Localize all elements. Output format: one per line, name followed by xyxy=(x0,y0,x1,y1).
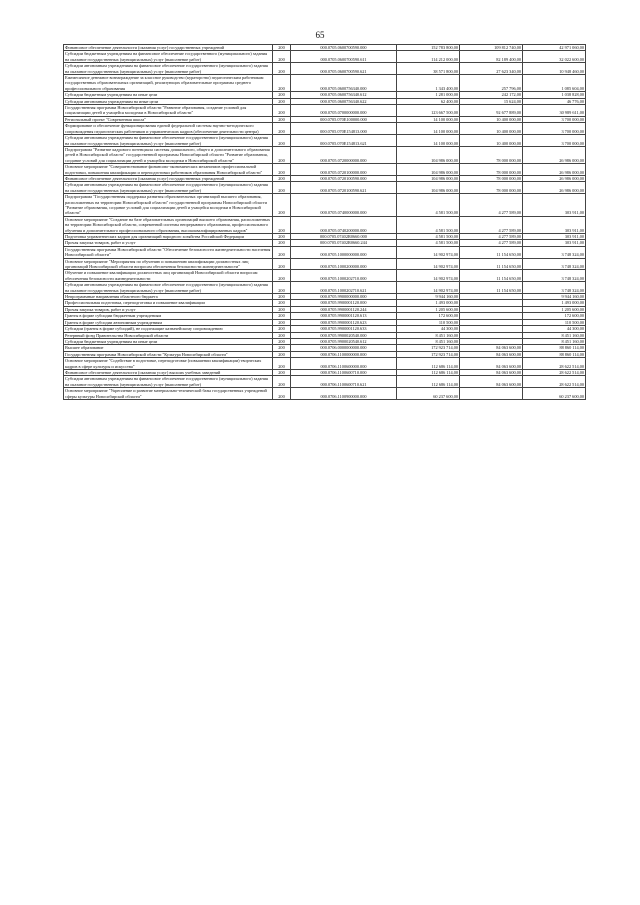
row-code-cell: 200 xyxy=(273,92,291,98)
row-name-cell: Прочая закупка товаров, работ и услуг xyxy=(64,306,273,312)
row-name-cell: Резервный фонд Правительства Новосибирской области xyxy=(64,332,273,338)
row-name-cell: Основное мероприятие "Создание на базе образовательных организаций высшего образования, расположенных на территории Новосибирской области, современной системы непрерывного образования, профессионального обучения и дополнительного профессионального образования, высококвалифицированных кадров" xyxy=(64,216,273,233)
row-unexecuted-amount-cell: 303 911,00 xyxy=(523,216,586,233)
row-code-cell: 200 xyxy=(273,146,291,163)
row-unexecuted-amount-cell: 26 986 000,00 xyxy=(523,146,586,163)
row-name-cell: Основное мероприятие "Укрепление и развитие материально-технической базы государственных учреждений сферы культуры Новосибирской области" xyxy=(64,388,273,400)
row-code-cell: 200 xyxy=(273,376,291,388)
row-executed-amount-cell: 4 277 589,00 xyxy=(460,240,523,246)
row-executed-amount-cell: 78 000 000,00 xyxy=(460,175,523,181)
row-code-cell: 200 xyxy=(273,258,291,270)
row-budget-code-cell: 000.0705.1000202710.621 xyxy=(291,282,397,294)
row-code-cell: 200 xyxy=(273,313,291,319)
row-code-cell: 200 xyxy=(273,116,291,122)
row-code-cell: 200 xyxy=(273,345,291,351)
table-row xyxy=(64,51,586,63)
table-row xyxy=(64,369,586,375)
row-budget-code-cell: 000.0705.0720000000.000 xyxy=(291,146,397,163)
table-row xyxy=(64,234,586,240)
row-executed-amount-cell: 242 172,00 xyxy=(460,92,523,98)
table-row xyxy=(64,123,586,135)
row-executed-amount-cell: 11 154 650,00 xyxy=(460,282,523,294)
row-name-cell: Субсидии бюджетным учреждениям на иные цели xyxy=(64,92,273,98)
row-executed-amount-cell: 15 624,00 xyxy=(460,98,523,104)
table-row xyxy=(64,246,586,258)
table-row xyxy=(64,358,586,370)
row-approved-amount-cell: 8 451 160,00 xyxy=(397,332,460,338)
row-budget-code-cell: 000.0706.1100600710.000 xyxy=(291,369,397,375)
row-approved-amount-cell: 14 100 000,00 xyxy=(397,116,460,122)
row-approved-amount-cell: 9 944 160,00 xyxy=(397,294,460,300)
row-approved-amount-cell: 110 500,00 xyxy=(397,319,460,325)
row-unexecuted-amount-cell: 60 237 600,00 xyxy=(523,388,586,400)
row-approved-amount-cell: 1 493 000,00 xyxy=(397,300,460,306)
row-budget-code-cell: 000.0705.0600700590.000 xyxy=(291,45,397,51)
row-executed-amount-cell: 92 677 889,00 xyxy=(460,105,523,117)
row-unexecuted-amount-cell: 44 300,00 xyxy=(523,326,586,332)
row-name-cell: Подпрограмма "Государственная поддержка развития образовательных организаций высшего образования, расположенных на территории Новосибирской области" государственной программы Новосибирской области "Развитие образования, создание условий для социализации детей и учащейся молодежи в Новосибирской области" xyxy=(64,194,273,217)
row-approved-amount-cell: 172 923 714,00 xyxy=(397,351,460,357)
row-code-cell: 200 xyxy=(273,332,291,338)
row-approved-amount-cell: 104 986 000,00 xyxy=(397,182,460,194)
row-budget-code-cell: 000.0706.1100600000.000 xyxy=(291,358,397,370)
row-approved-amount-cell: 4 581 500,00 xyxy=(397,240,460,246)
row-executed-amount-cell: 4 277 589,00 xyxy=(460,234,523,240)
row-budget-code-cell: 000.0705.9900001120.623 xyxy=(291,319,397,325)
row-budget-code-cell: 000.0705.07402R0660.000 xyxy=(291,234,397,240)
table-row xyxy=(64,92,586,98)
row-approved-amount-cell: 14 100 000,00 xyxy=(397,123,460,135)
row-budget-code-cell: 000.0705.0600756340.622 xyxy=(291,98,397,104)
row-unexecuted-amount-cell: 3 700 000,00 xyxy=(523,116,586,122)
row-budget-code-cell: 000.0706.1100600710.621 xyxy=(291,376,397,388)
row-budget-code-cell: 000.0705.1000202710.000 xyxy=(291,270,397,282)
row-budget-code-cell: 000.0705.9900001120.633 xyxy=(291,326,397,332)
row-executed-amount-cell: 10 400 000,00 xyxy=(460,135,523,147)
row-budget-code-cell: 000.0706.0000000000.000 xyxy=(291,345,397,351)
row-name-cell: Региональный проект "Современная школа" xyxy=(64,116,273,122)
row-executed-amount-cell: 78 000 000,00 xyxy=(460,182,523,194)
row-name-cell: Финансовое обеспечение деятельности (оказания услуг) высших учебных заведений xyxy=(64,369,273,375)
row-code-cell: 200 xyxy=(273,234,291,240)
row-executed-amount-cell: 82 189 400,00 xyxy=(460,51,523,63)
row-budget-code-cell: 000.0705.9900001120.000 xyxy=(291,300,397,306)
row-approved-amount-cell: 172 600,00 xyxy=(397,313,460,319)
row-name-cell: Субсидии автономным учреждениям на иные цели xyxy=(64,98,273,104)
row-name-cell: Субсидии автономным учреждениям на финансовое обеспечение государственного (муниципального) задания на оказание государственных (муниципальных) услуг (выполнение работ) xyxy=(64,182,273,194)
row-unexecuted-amount-cell: 28 622 514,00 xyxy=(523,376,586,388)
row-code-cell: 200 xyxy=(273,135,291,147)
row-unexecuted-amount-cell: 3 700 000,00 xyxy=(523,123,586,135)
row-name-cell: Финансовое обеспечение деятельности (оказания услуг) государственных учреждений xyxy=(64,175,273,181)
row-code-cell: 200 xyxy=(273,282,291,294)
row-code-cell: 200 xyxy=(273,98,291,104)
row-code-cell: 200 xyxy=(273,351,291,357)
row-name-cell: Государственная программа Новосибирской области "Обеспечение безопасности жизнедеятельности населения Новосибирской области" xyxy=(64,246,273,258)
row-name-cell: Ежемесячное денежное вознаграждение за классное руководство (кураторство) педагогическим работникам государственных образовательных организаций, реализующих образовательные программы среднего профессионального образования xyxy=(64,75,273,92)
table-row xyxy=(64,105,586,117)
row-budget-code-cell: 000.0706.1100000000.000 xyxy=(291,351,397,357)
row-budget-code-cell: 000.0705.9900020540.000 xyxy=(291,332,397,338)
table-row xyxy=(64,216,586,233)
table-row xyxy=(64,135,586,147)
row-approved-amount-cell: 44 300,00 xyxy=(397,326,460,332)
row-name-cell: Финансовое обеспечение деятельности (оказания услуг) государственных учреждений xyxy=(64,45,273,51)
row-unexecuted-amount-cell: 1 085 604,00 xyxy=(523,75,586,92)
row-name-cell: Государственная программа Новосибирской области "Развитие образования, создание условий для социализации детей и учащейся молодежи в Новосибирской области" xyxy=(64,105,273,117)
row-approved-amount-cell: 1 281 000,00 xyxy=(397,92,460,98)
row-unexecuted-amount-cell: 26 986 000,00 xyxy=(523,164,586,176)
row-code-cell: 200 xyxy=(273,326,291,332)
row-code-cell: 200 xyxy=(273,175,291,181)
row-approved-amount-cell: 1 343 400,00 xyxy=(397,75,460,92)
row-name-cell: Основное мероприятие "Совершенствование финансово-экономических механизмов профессиональной подготовки, повышения квалификации и переподготовки работников образования Новосибирской области" xyxy=(64,164,273,176)
row-approved-amount-cell: 4 581 500,00 xyxy=(397,234,460,240)
row-unexecuted-amount-cell: 110 500,00 xyxy=(523,319,586,325)
table-row xyxy=(64,182,586,194)
row-executed-amount-cell: 4 277 589,00 xyxy=(460,194,523,217)
row-name-cell: Гранты в форме субсидии автономным учреждениям xyxy=(64,319,273,325)
row-unexecuted-amount-cell: 3 700 000,00 xyxy=(523,135,586,147)
row-budget-code-cell: 000.0705.1000000000.000 xyxy=(291,246,397,258)
table-row xyxy=(64,282,586,294)
row-code-cell: 200 xyxy=(273,63,291,75)
row-approved-amount-cell: 14 902 974,00 xyxy=(397,270,460,282)
table-row xyxy=(64,376,586,388)
row-approved-amount-cell: 123 667 500,00 xyxy=(397,105,460,117)
row-executed-amount-cell: 78 000 000,00 xyxy=(460,146,523,163)
row-approved-amount-cell: 152 783 800,00 xyxy=(397,45,460,51)
row-code-cell: 200 xyxy=(273,51,291,63)
row-name-cell: Субсидии автономным учреждениям на финансовое обеспечение государственного (муниципального) задания на оказание государственных (муниципальных) услуг (выполнение работ) xyxy=(64,376,273,388)
row-budget-code-cell: 000.0705.0600756340.000 xyxy=(291,75,397,92)
row-code-cell: 200 xyxy=(273,45,291,51)
row-name-cell: Формирование и обеспечение функционирования единой федеральной системы научно-методического сопровождения педагогических работников и управленческих кадров (обеспечение деятельности центра) xyxy=(64,123,273,135)
row-approved-amount-cell: 172 923 714,00 xyxy=(397,345,460,351)
row-approved-amount-cell: 104 986 000,00 xyxy=(397,146,460,163)
row-code-cell: 200 xyxy=(273,182,291,194)
row-executed-amount-cell: 84 063 600,00 xyxy=(460,376,523,388)
row-name-cell: Обучение и повышение квалификации должностных лиц организаций Новосибирской области вопросам обеспечения безопасности жизнедеятельности xyxy=(64,270,273,282)
row-budget-code-cell: 000.0705.0700000000.000 xyxy=(291,105,397,117)
row-budget-code-cell: 000.0705.070E154813.000 xyxy=(291,123,397,135)
row-unexecuted-amount-cell: 28 622 514,00 xyxy=(523,369,586,375)
row-unexecuted-amount-cell: 88 860 114,00 xyxy=(523,345,586,351)
row-approved-amount-cell: 114 212 000,00 xyxy=(397,51,460,63)
row-name-cell: Прочая закупка товаров, работ и услуг xyxy=(64,240,273,246)
row-executed-amount-cell: 109 812 740,00 xyxy=(460,45,523,51)
row-budget-code-cell: 000.0705.0720100590.621 xyxy=(291,182,397,194)
row-budget-code-cell: 000.0706.1100900000.000 xyxy=(291,388,397,400)
row-code-cell: 200 xyxy=(273,123,291,135)
table-row xyxy=(64,75,586,92)
row-budget-code-cell: 000.0705.1000200000.000 xyxy=(291,258,397,270)
row-approved-amount-cell: 112 686 114,00 xyxy=(397,369,460,375)
row-unexecuted-amount-cell: 303 911,00 xyxy=(523,240,586,246)
row-budget-code-cell: 000.0705.070E100000.000 xyxy=(291,116,397,122)
row-unexecuted-amount-cell: 172 600,00 xyxy=(523,313,586,319)
row-executed-amount-cell: 257 796,00 xyxy=(460,75,523,92)
row-executed-amount-cell: 4 277 589,00 xyxy=(460,216,523,233)
row-name-cell: Субсидии (гранты в форме субсидий), не подлежащие казначейскому сопровождению xyxy=(64,326,273,332)
row-executed-amount-cell xyxy=(460,388,523,400)
row-unexecuted-amount-cell: 1 205 600,00 xyxy=(523,306,586,312)
row-name-cell: Высшее образование xyxy=(64,345,273,351)
row-unexecuted-amount-cell: 32 022 600,00 xyxy=(523,51,586,63)
row-unexecuted-amount-cell: 303 911,00 xyxy=(523,234,586,240)
row-unexecuted-amount-cell: 28 622 514,00 xyxy=(523,358,586,370)
row-unexecuted-amount-cell: 1 493 000,00 xyxy=(523,300,586,306)
row-code-cell: 200 xyxy=(273,75,291,92)
row-budget-code-cell: 000.0705.0600700590.621 xyxy=(291,63,397,75)
row-approved-amount-cell: 104 986 000,00 xyxy=(397,175,460,181)
row-unexecuted-amount-cell: 26 986 000,00 xyxy=(523,175,586,181)
row-approved-amount-cell: 62 400,00 xyxy=(397,98,460,104)
table-row xyxy=(64,116,586,122)
budget-table-body xyxy=(64,45,586,400)
row-approved-amount-cell: 1 205 600,00 xyxy=(397,306,460,312)
row-unexecuted-amount-cell: 42 971 060,00 xyxy=(523,45,586,51)
row-code-cell: 200 xyxy=(273,319,291,325)
row-budget-code-cell: 000.0705.0740200000.000 xyxy=(291,216,397,233)
row-budget-code-cell: 000.0705.07402R0660.244 xyxy=(291,240,397,246)
table-row xyxy=(64,175,586,181)
row-code-cell: 200 xyxy=(273,240,291,246)
row-approved-amount-cell: 104 986 000,00 xyxy=(397,164,460,176)
row-unexecuted-amount-cell: 3 748 324,00 xyxy=(523,258,586,270)
row-executed-amount-cell: 10 400 000,00 xyxy=(460,116,523,122)
row-approved-amount-cell: 38 571 800,00 xyxy=(397,63,460,75)
row-name-cell: Субсидии автономным учреждениям на финансовое обеспечение государственного (муниципального) задания на оказание государственных (муниципальных) услуг (выполнение работ) xyxy=(64,282,273,294)
row-executed-amount-cell: 84 063 600,00 xyxy=(460,369,523,375)
row-executed-amount-cell: 11 154 650,00 xyxy=(460,270,523,282)
row-unexecuted-amount-cell: 88 860 114,00 xyxy=(523,351,586,357)
budget-table xyxy=(63,44,586,400)
row-unexecuted-amount-cell: 303 911,00 xyxy=(523,194,586,217)
table-row xyxy=(64,270,586,282)
row-executed-amount-cell: 84 063 600,00 xyxy=(460,351,523,357)
table-row xyxy=(64,388,586,400)
row-executed-amount-cell: 84 063 600,00 xyxy=(460,358,523,370)
row-name-cell: Непрограммные направления областного бюджета xyxy=(64,294,273,300)
row-approved-amount-cell: 14 100 000,00 xyxy=(397,135,460,147)
row-unexecuted-amount-cell: 3 748 324,00 xyxy=(523,270,586,282)
row-code-cell: 200 xyxy=(273,216,291,233)
row-budget-code-cell: 000.0705.0600700590.611 xyxy=(291,51,397,63)
row-budget-code-cell: 000.0705.0740000000.000 xyxy=(291,194,397,217)
row-budget-code-cell: 000.0705.0600756340.612 xyxy=(291,92,397,98)
table-row xyxy=(64,146,586,163)
row-approved-amount-cell: 14 902 974,00 xyxy=(397,282,460,294)
row-name-cell: Подготовка управленческих кадров для организаций народного хозяйства Российской Федерации xyxy=(64,234,273,240)
table-row xyxy=(64,351,586,357)
row-budget-code-cell: 000.0705.070E154813.621 xyxy=(291,135,397,147)
row-name-cell: Субсидии автономным учреждениям на финансовое обеспечение государственного (муниципального) задания на оказание государственных (муниципальных) услуг (выполнение работ) xyxy=(64,63,273,75)
row-code-cell: 200 xyxy=(273,369,291,375)
row-name-cell: Субсидии бюджетным учреждениям на иные цели xyxy=(64,338,273,344)
row-unexecuted-amount-cell: 10 948 460,00 xyxy=(523,63,586,75)
row-code-cell: 200 xyxy=(273,164,291,176)
row-name-cell: Основное мероприятие "Содействие в подготовке, переподготовке (повышении квалификации) творческих кадров в сфере культуры и искусства" xyxy=(64,358,273,370)
row-executed-amount-cell: 11 154 650,00 xyxy=(460,258,523,270)
row-code-cell: 200 xyxy=(273,388,291,400)
row-code-cell: 200 xyxy=(273,105,291,117)
row-unexecuted-amount-cell: 8 451 160,00 xyxy=(523,332,586,338)
row-approved-amount-cell: 14 902 974,00 xyxy=(397,258,460,270)
row-code-cell: 200 xyxy=(273,306,291,312)
row-code-cell: 200 xyxy=(273,294,291,300)
row-name-cell: Основное мероприятие "Мероприятия по обучению и повышению квалификации должностных лиц организаций Новосибирской области вопросам обеспечения безопасности жизнедеятельности" xyxy=(64,258,273,270)
row-name-cell: Профессиональная подготовка, переподготовка и повышение квалификации xyxy=(64,300,273,306)
row-executed-amount-cell: 84 063 600,00 xyxy=(460,345,523,351)
row-approved-amount-cell: 60 237 600,00 xyxy=(397,388,460,400)
row-unexecuted-amount-cell: 26 986 000,00 xyxy=(523,182,586,194)
row-approved-amount-cell: 112 686 114,00 xyxy=(397,376,460,388)
table-row xyxy=(64,258,586,270)
row-code-cell: 200 xyxy=(273,246,291,258)
row-code-cell: 200 xyxy=(273,358,291,370)
row-approved-amount-cell: 14 902 974,00 xyxy=(397,246,460,258)
row-unexecuted-amount-cell: 3 748 324,00 xyxy=(523,282,586,294)
row-code-cell: 200 xyxy=(273,270,291,282)
row-unexecuted-amount-cell: 46 776,00 xyxy=(523,98,586,104)
row-unexecuted-amount-cell: 30 989 611,00 xyxy=(523,105,586,117)
row-budget-code-cell: 000.0705.9900020540.612 xyxy=(291,338,397,344)
row-budget-code-cell: 000.0705.0720100590.000 xyxy=(291,175,397,181)
row-approved-amount-cell: 112 686 114,00 xyxy=(397,358,460,370)
row-budget-code-cell: 000.0705.9900001120.613 xyxy=(291,313,397,319)
row-name-cell: Подпрограмма "Развитие кадрового потенциала системы дошкольного, общего и дополнительного образования детей в Новосибирской области" государственной программы Новосибирской области "Развитие образования, создание условий для социализации детей и учащейся молодежи в Новосибирской области" xyxy=(64,146,273,163)
page-number: 65 xyxy=(315,30,325,40)
row-approved-amount-cell: 8 451 160,00 xyxy=(397,338,460,344)
row-budget-code-cell: 000.0705.9900000000.000 xyxy=(291,294,397,300)
row-budget-code-cell: 000.0705.9900001120.244 xyxy=(291,306,397,312)
row-name-cell: Гранты в форме субсидии бюджетным учреждениям xyxy=(64,313,273,319)
row-executed-amount-cell: 78 000 000,00 xyxy=(460,164,523,176)
row-code-cell: 200 xyxy=(273,300,291,306)
row-name-cell: Государственная программа Новосибирской области "Культура Новосибирской области" xyxy=(64,351,273,357)
table-row xyxy=(64,63,586,75)
row-code-cell: 200 xyxy=(273,338,291,344)
row-executed-amount-cell: 11 154 650,00 xyxy=(460,246,523,258)
row-unexecuted-amount-cell: 8 451 160,00 xyxy=(523,338,586,344)
row-name-cell: Субсидии автономным учреждениям на финансовое обеспечение государственного (муниципального) задания на оказание государственных (муниципальных) услуг (выполнение работ) xyxy=(64,135,273,147)
row-approved-amount-cell: 4 581 500,00 xyxy=(397,194,460,217)
table-row xyxy=(64,194,586,217)
row-unexecuted-amount-cell: 3 748 324,00 xyxy=(523,246,586,258)
row-approved-amount-cell: 4 581 500,00 xyxy=(397,216,460,233)
row-name-cell: Субсидии бюджетным учреждениям на финансовое обеспечение государственного (муниципального) задания на оказание государственных (муниципальных) услуг (выполнение работ) xyxy=(64,51,273,63)
row-executed-amount-cell: 27 623 340,00 xyxy=(460,63,523,75)
row-executed-amount-cell: 10 400 000,00 xyxy=(460,123,523,135)
table-row xyxy=(64,164,586,176)
row-budget-code-cell: 000.0705.0720100000.000 xyxy=(291,164,397,176)
row-code-cell: 200 xyxy=(273,194,291,217)
row-unexecuted-amount-cell: 1 038 828,00 xyxy=(523,92,586,98)
row-unexecuted-amount-cell: 9 944 160,00 xyxy=(523,294,586,300)
table-row xyxy=(64,98,586,104)
table-row xyxy=(64,45,586,51)
